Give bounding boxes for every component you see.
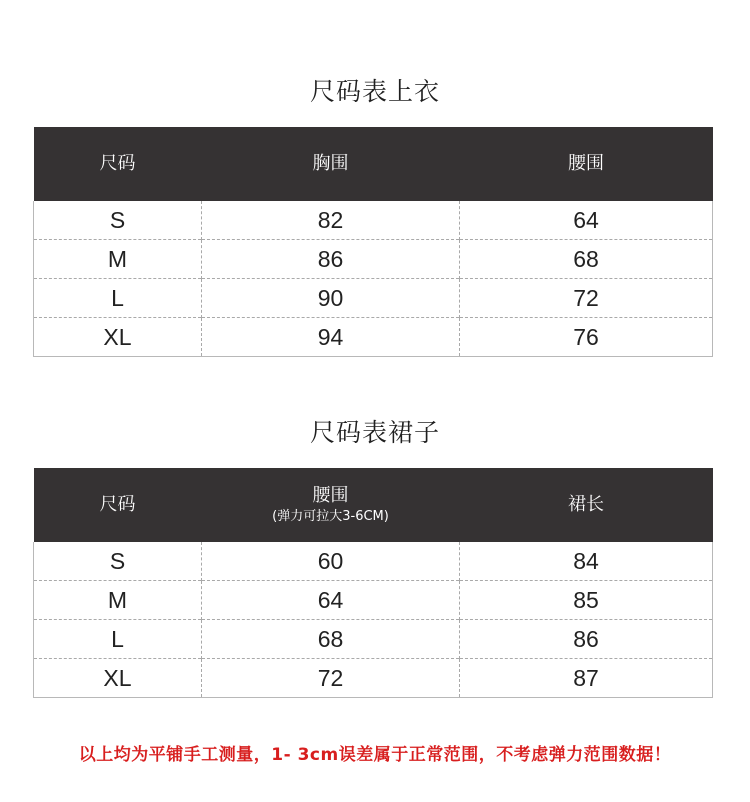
chest-cell: 94 xyxy=(202,318,460,357)
size-cell: L xyxy=(34,279,202,318)
table-row xyxy=(34,201,713,240)
table-row xyxy=(34,542,713,581)
waist-cell: 68 xyxy=(460,240,713,279)
waist-cell: 76 xyxy=(460,318,713,357)
skirt-size-table xyxy=(33,468,713,698)
header-waist: 腰围 xyxy=(460,127,713,201)
header-size: 尺码 xyxy=(34,127,202,201)
header-waist-label: 腰围 xyxy=(312,484,349,506)
skirt-size-table-title: 尺码表裙子 xyxy=(309,418,440,447)
size-cell: XL xyxy=(34,318,202,357)
header-waist xyxy=(202,468,460,542)
waist-cell: 68 xyxy=(202,620,460,659)
top-size-table xyxy=(33,127,713,357)
header-waist-subnote: (弹力可拉大3-6CM) xyxy=(272,509,389,525)
waist-cell: 64 xyxy=(202,581,460,620)
size-cell: M xyxy=(34,240,202,279)
size-cell: S xyxy=(34,201,202,240)
table-row xyxy=(34,659,713,698)
measurement-note: 以上均为平铺手工测量，1- 3cm误差属于正常范围，不考虑弹力范围数据！ xyxy=(78,745,672,765)
length-cell: 87 xyxy=(460,659,713,698)
size-cell: S xyxy=(34,542,202,581)
header-size: 尺码 xyxy=(34,468,202,542)
table-row xyxy=(34,240,713,279)
chest-cell: 82 xyxy=(202,201,460,240)
table-row xyxy=(34,318,713,357)
length-cell: 85 xyxy=(460,581,713,620)
chest-cell: 90 xyxy=(202,279,460,318)
header-chest: 胸围 xyxy=(202,127,460,201)
size-cell: XL xyxy=(34,659,202,698)
header-skirt-length: 裙长 xyxy=(460,468,713,542)
waist-cell: 60 xyxy=(202,542,460,581)
table-header-row xyxy=(34,127,713,201)
waist-cell: 72 xyxy=(460,279,713,318)
table-header-row xyxy=(34,468,713,542)
table-row xyxy=(34,620,713,659)
table-row xyxy=(34,279,713,318)
chest-cell: 86 xyxy=(202,240,460,279)
top-size-table-title: 尺码表上衣 xyxy=(309,77,440,106)
waist-cell: 72 xyxy=(202,659,460,698)
table-row xyxy=(34,581,713,620)
size-cell: L xyxy=(34,620,202,659)
length-cell: 86 xyxy=(460,620,713,659)
length-cell: 84 xyxy=(460,542,713,581)
waist-cell: 64 xyxy=(460,201,713,240)
size-cell: M xyxy=(34,581,202,620)
